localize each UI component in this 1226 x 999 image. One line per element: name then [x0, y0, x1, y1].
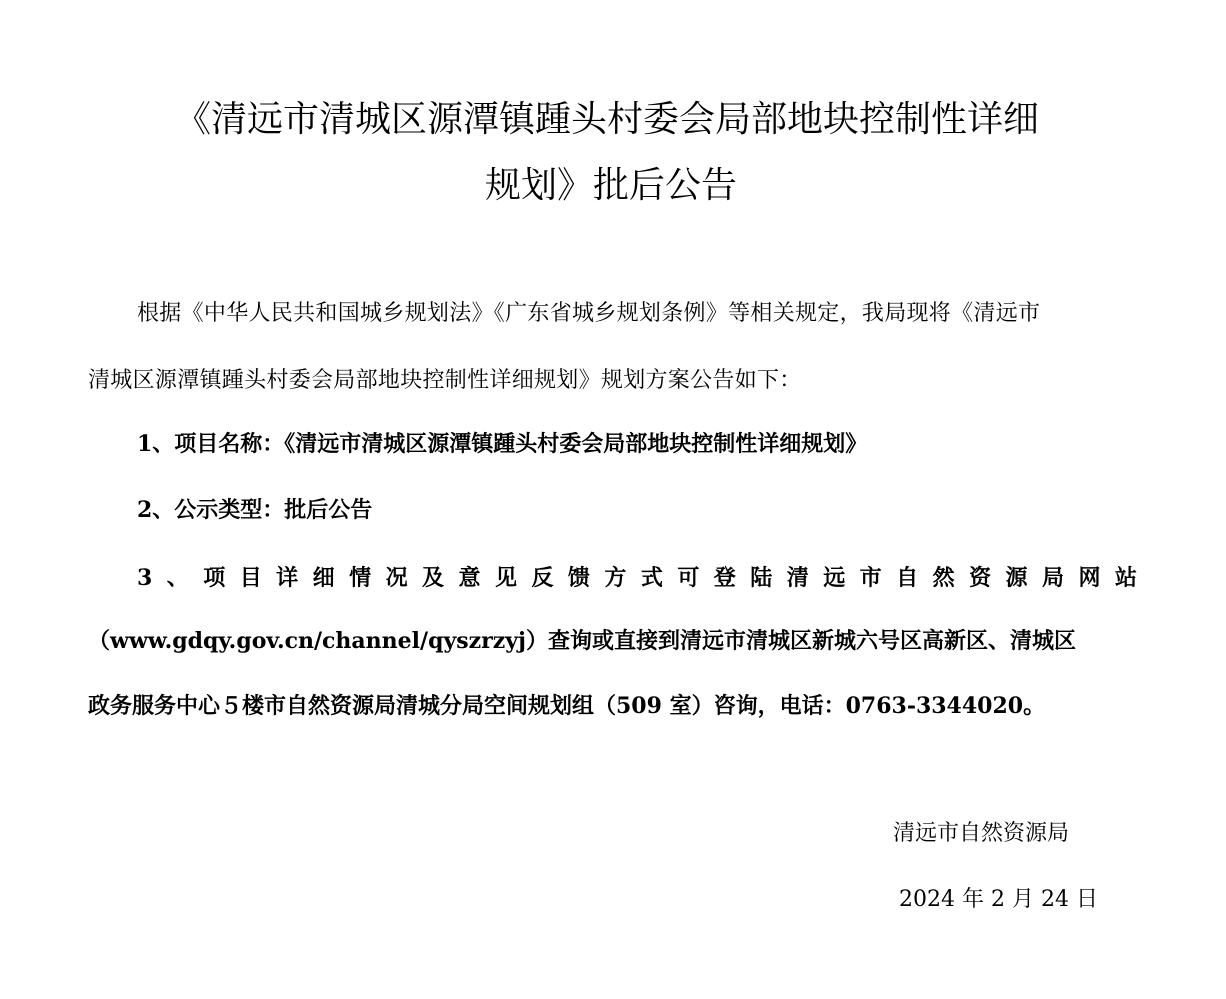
- item-details-char: 源: [1005, 565, 1028, 591]
- item-details-char: 馈: [567, 565, 590, 591]
- item-details-char: 详: [276, 565, 299, 591]
- document-title-line-2: 规划》批后公告: [484, 165, 737, 206]
- item-details-line-1: [137, 562, 1137, 594]
- item-details-char: 资: [969, 565, 992, 591]
- item-details-char: 清: [786, 565, 809, 591]
- item-project-name: 1、项目名称：《清远市清城区源潭镇踵头村委会局部地块控制性详细规划》: [137, 431, 868, 457]
- intro-paragraph-line-1: 根据《中华人民共和国城乡规划法》《广东省城乡规划条例》等相关规定，我局现将《清远市: [137, 301, 1041, 326]
- item-details-char: 远: [823, 565, 846, 591]
- item-details-char: 情: [349, 565, 372, 591]
- item-details-char: 式: [640, 565, 663, 591]
- item-details-char: 市: [859, 565, 882, 591]
- signature-organization: 清远市自然资源局: [893, 821, 1070, 846]
- item-details-char: 可: [677, 565, 700, 591]
- item-details-line-2: （www.gdqy.gov.cn/channel/qyszrzyj）查询或直接到清远市清城区新城六号区高新区、清城区: [88, 628, 1076, 654]
- item-details-char: 登: [713, 565, 736, 591]
- item-details-char: 意: [458, 565, 481, 591]
- item-details-char: 项: [203, 565, 226, 591]
- item-details-char: 见: [494, 565, 517, 591]
- item-details-char: 反: [531, 565, 554, 591]
- item-details-char: 自: [896, 565, 919, 591]
- item-details-char: 然: [932, 565, 955, 591]
- item-details-char: 网: [1078, 565, 1101, 591]
- item-details-line-3: 政务服务中心５楼市自然资源局清城分局空间规划组（509 室）咨询，电话：0763-3344020。: [88, 693, 1046, 719]
- document-title-line-1: 《清远市清城区源潭镇踵头村委会局部地块控制性详细: [174, 99, 1039, 140]
- signature-date: 2024 年 2 月 24 日: [899, 887, 1098, 912]
- item-notice-type: 2、公示类型：批后公告: [137, 497, 373, 523]
- item-details-char: 及: [422, 565, 445, 591]
- item-details-char: 细: [312, 565, 335, 591]
- item-details-char: 3: [137, 565, 153, 591]
- item-details-char: 目: [239, 565, 262, 591]
- intro-paragraph-line-2: 清城区源潭镇踵头村委会局部地块控制性详细规划》规划方案公告如下：: [88, 368, 802, 393]
- item-details-char: 方: [604, 565, 627, 591]
- item-details-char: 局: [1042, 565, 1065, 591]
- item-details-char: 陆: [750, 565, 773, 591]
- item-details-char: 站: [1114, 565, 1137, 591]
- item-details-char: 况: [385, 565, 408, 591]
- item-details-char: 、: [166, 565, 189, 591]
